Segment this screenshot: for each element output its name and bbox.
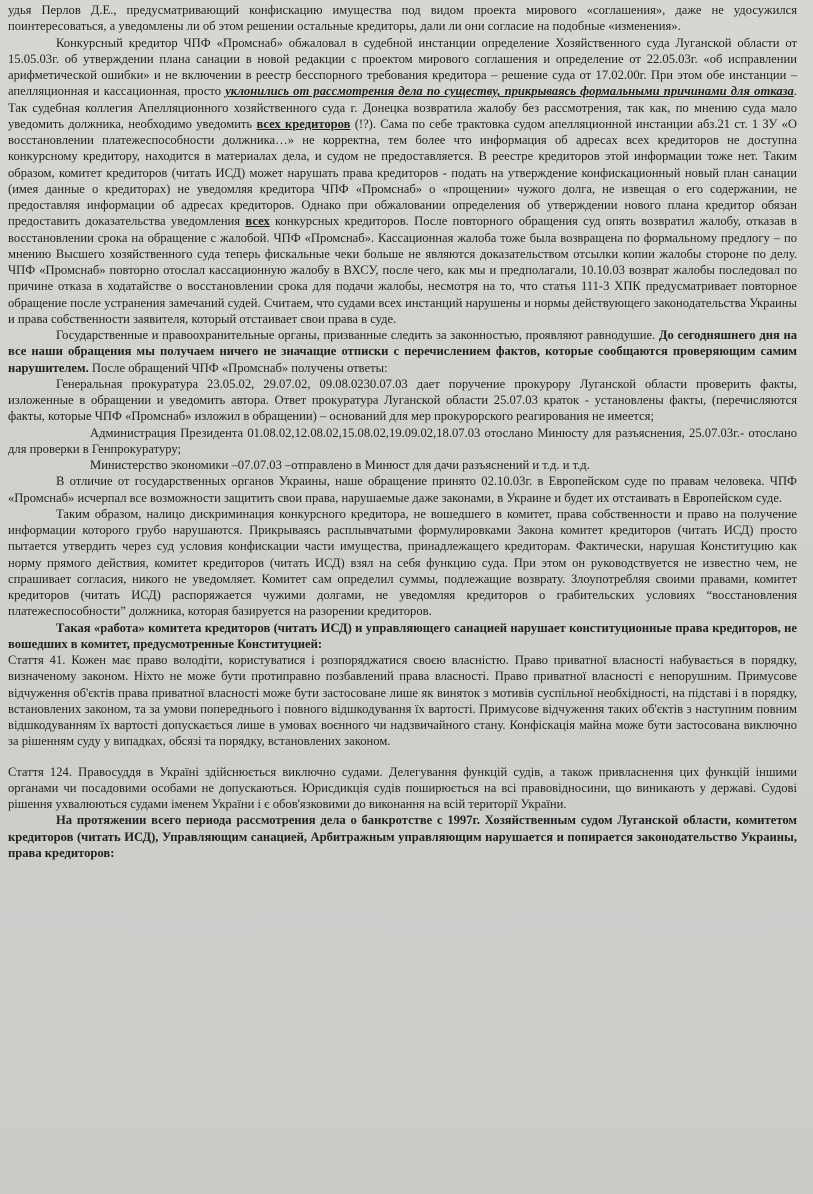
paragraph-prosecutor: Генеральная прокуратура 23.05.02, 29.07.02, 09.08.0230.07.03 дает поручение прокурору Луганской области проверить факты, изложенные в обращении и уведомить автора. Ответ прокуратура Луганской области 25.07.03 краток - установлены факты, (перечисляются факты, которые ЧПФ «Промснаб» изложил в обращении) – оснований для мер прокурорского реагирования не имеется; xyxy=(8,376,797,424)
paragraph-constitutional-rights: Такая «работа» комитета кредиторов (читать ИСД) и управляющего санацией нарушает конституционные права кредиторов, не вошедших в комитет, предусмотренные Конституцией: xyxy=(8,620,797,651)
emphasis-all-creditors: всех кредиторов xyxy=(256,116,351,131)
paragraph-bankruptcy-summary: На протяжении всего периода рассмотрения дела о банкротстве с 1997г. Хозяйственным судом Луганской области, комитетом кредиторов (читать ИСД), Управляющим санацией, Арбитражным управляющим нарушается и попирается законодательство Украины, права кредиторов: xyxy=(8,813,797,860)
paragraph-president-admin: Администрация Президента 01.08.02,12.08.02,15.08.02,19.09.02,18.07.03 отослано Минюсту для разъяснения, 25.07.03г.- отослано для проверки в Генпрокуратуру; xyxy=(8,425,797,456)
paragraph-2: Конкурсный кредитор ЧПФ «Промснаб» обжаловал в судебной инстанции определение Хозяйственного суда Луганской области от 15.05.03г. об утверждении плана санации в новой редакции с проектом мирового соглашения и определение от 22.05.03г. «об исправлении арифметической ошибки» и не включении в реестр бесспорного требования кредитора – решение суда от 17.02.00г. При этом обе инстанции – апелляционная и кассационная, просто уклонились от рассмотрения дела по существу, прикрываясь формальными причинами для отказа. Так судебная коллегия Апелляционного хозяйственного суда г. Донецка возвратила жалобу без рассмотрения, так как, по мнению суда мало уведомить должника, необходимо уведомить всех кредиторов (!?). Сама по себе трактовка судом апелляционной инстанции абз.21 ст. 1 ЗУ «О восстановлении платежеспособности должника…» не корректна, тем более что информация об адресах всех кредиторов не доступна конкурсному кредитору, находится в материалах дела, и судом не предоставляется. В реестре кредиторов этой информации тоже нет. Таким образом, комитет кредиторов (читать ИСД) может нарушать права кредиторов - подать на утверждение конфискационный новый план санации (имея данные о кредиторах) не уведомляя кредитора ЧПФ «Промснаб» о «прощении» чужого долга, не извещая о его содержании, не предоставляя информации об адресах кредиторов. Однако при обжаловании определения об утверждении нового плана кредитор обязан предоставить доказательства уведомления всех конкурсных кредиторов. После повторного обращения суд опять возвратил жалобу, отказав в восстановлении срока на обращение с жалобой. ЧПФ «Промснаб». Кассационная жалоба тоже была возвращена по формальному предлогу – по мнению Высшего хозяйственного суда теперь фискальные чеки больше не являются доказательством отсылки копии жалобы стороне по делу. ЧПФ «Промснаб» повторно отослал кассационную жалобу в ВХСУ, после чего, как мы и предполагали, 10.10.03 возврат жалобы последовал по причине отказа в ходатайстве о восстановлении срока для подачи жалобы, несмотря на то, что статья 111-3 ХПК предусматривает повторное обращение после устранения замечаний судей. Считаем, что судами всех инстанций нарушены и нормы действующего законодательства Украины и права собственности заявителя, который отстаивает свои права в суде. xyxy=(8,35,797,326)
paragraph-1: удья Перлов Д.Е., предусматривающий конфискацию имущества под видом проекта мирового «соглашения», даже не удосужился поинтересоваться, а уведомлены ли об этом решении остальные кредиторы, дали ли они согласие на подобные «изменения». xyxy=(8,3,797,34)
paragraph-european-court: В отличие от государственных органов Украины, наше обращение принято 02.10.03г. в Европейском суде по правам человека. ЧПФ «Промснаб» исчерпал все возможности защитить свои права, нарушаемые даже законами, в Украине и будет их отстаивать в Европейском суде. xyxy=(8,474,797,505)
paragraph-article-124: Стаття 124. Правосуддя в Україні здійснюється виключно судами. Делегування функцій судів, а також привласнення цих функцій іншими органами чи посадовими особами не допускаються. Юрисдикція судів поширюється на всі правовідносини, що виникають у державі. Судові рішення ухвалюються судами іменем України і є обов'язковими до виконання на всій території України. xyxy=(8,764,797,811)
paragraph-article-41: Стаття 41. Кожен має право володіти, користуватися і розпоряджатися своєю власністю. Право приватної власності набувається в порядку, визначеному законом. Ніхто не може бути протиправно позбавлений права власності. Право приватної власності є непорушним. Примусове відчуження об'єктів права приватної власності може бути застосоване лише як виняток з мотивів суспільної необхідності, на підставі і в порядку, встановлених законом, та за умови попереднього і повного відшкодування їх вартості. Примусове відчуження таких об'єктів з наступним повним відшкодуванням їх вартості допускається лише в умовах воєнного чи надзвичайного стану. Конфіскація майна може бути застосована виключно за рішенням суду у випадках, обсязі та порядку, встановлених законом. xyxy=(8,653,797,749)
paragraph-discrimination: Таким образом, налицо дискриминация конкурсного кредитора, не вошедшего в комитет, права собственности и право на получение информации которого грубо нарушаются. Прикрываясь расплывчатыми формулировками Закона комитет кредиторов (читать ИСД) просто пытается утвердить через суд условия конфискации части имущества, принадлежащего кредиторам. Фактически, нарушая Конституцию как норму прямого действия, комитет кредиторов (читать ИСД) взял на себя функцию суда. При этом он руководствуется не известно чем, не спрашивает согласия, никого не уведомляет. Комитет сам определил суммы, подлежащие возврату. Злоупотребляя своими правами, комитет кредиторов (читать ИСД) распоряжается чужими долгами, не уведомляя кредиторов о грабительских условиях “восстановления платежеспособности” должника, которая базируется на разорении кредиторов. xyxy=(8,506,797,619)
spacer xyxy=(8,750,797,764)
emphasis-all: всех xyxy=(245,214,270,229)
paragraph-3: Государственные и правоохранительные органы, призванные следить за законностью, проявляют равнодушие. До сегодняшнего дня на все наши обращения мы получаем ничего не значащие отписки с перечислением фактов, которые сообщаются проверяющим самим нарушителем. После обращений ЧПФ «Промснаб» получены ответы: xyxy=(8,328,797,375)
paragraph-ministry: Министерство экономики –07.07.03 –отправлено в Минюст для дачи разъяснений и т.д. и т.д. xyxy=(90,458,590,472)
emphasis-replies: До сегодняшнего дня на все наши обращения мы получаем ничего не значащие отписки с перечислением фактов, которые сообщаются проверяющим самим нарушителем. xyxy=(8,328,797,375)
emphasis-evasion: уклонились от рассмотрения дела по существу, прикрываясь формальными причинами для отказа xyxy=(225,84,794,99)
